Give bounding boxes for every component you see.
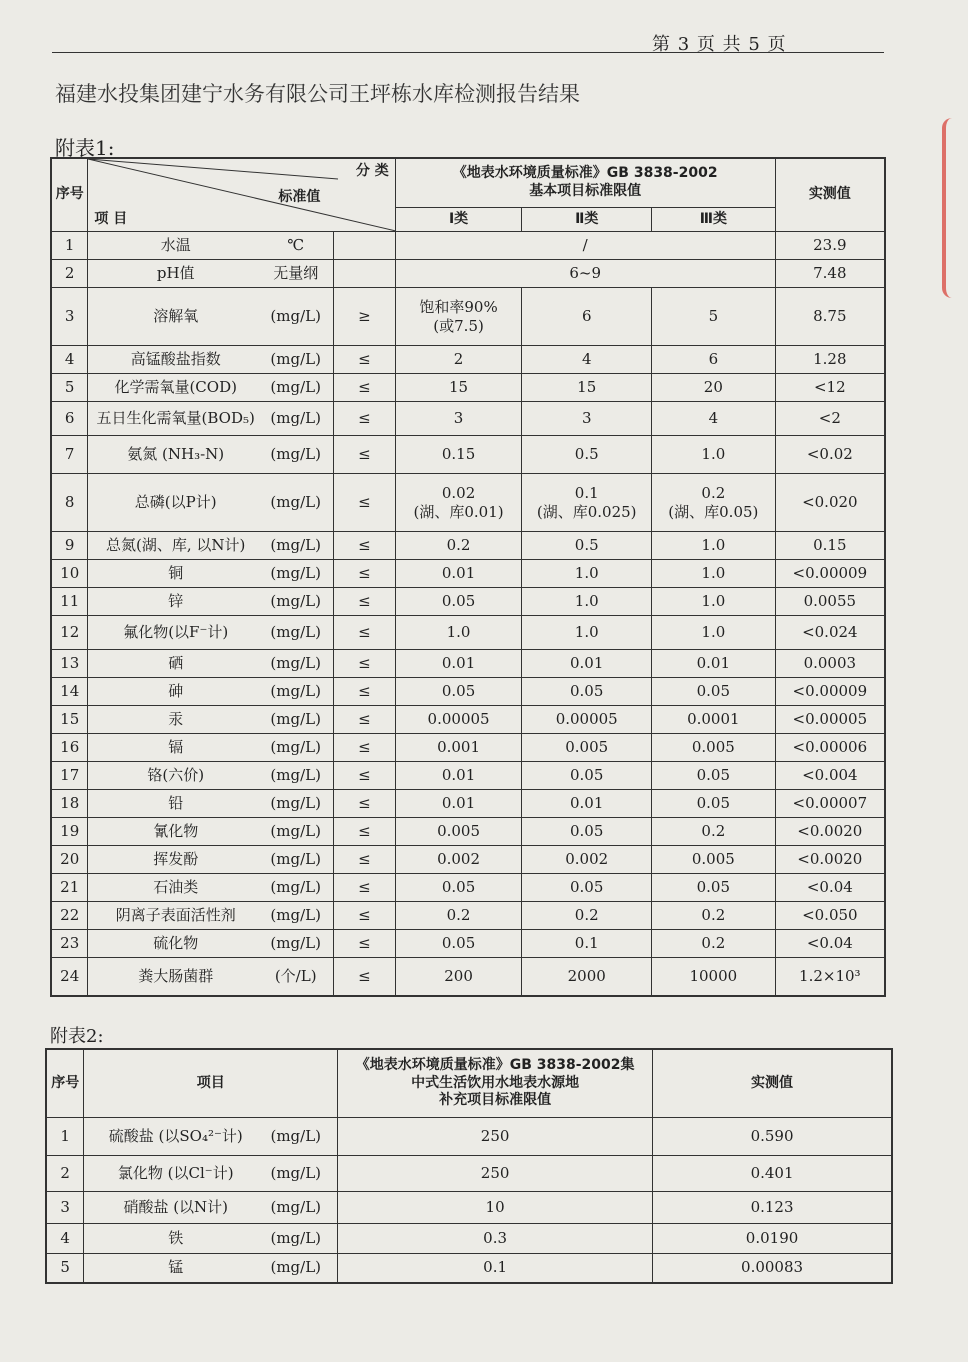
class3-limit: 0.01 <box>652 650 776 678</box>
measured-value: 0.15 <box>775 532 885 560</box>
class2-limit: 3 <box>522 402 652 436</box>
comparison-symbol: ≤ <box>334 402 396 436</box>
item-cell <box>84 1117 338 1155</box>
item-unit: (mg/L) <box>270 822 321 841</box>
measured-value: <0.00009 <box>775 678 885 706</box>
item-cell <box>88 650 334 678</box>
row-number: 4 <box>46 1223 84 1253</box>
row-number: 5 <box>51 374 88 402</box>
item-name: 粪大肠菌群 <box>138 966 214 985</box>
table-row <box>51 874 885 902</box>
item-cell <box>88 762 334 790</box>
class2-limit: 2000 <box>522 958 652 996</box>
item-cell <box>88 790 334 818</box>
row-number: 23 <box>51 930 88 958</box>
item-unit: (mg/L) <box>270 1163 322 1182</box>
item-unit: (mg/L) <box>270 1228 322 1247</box>
comparison-symbol: ≤ <box>334 874 396 902</box>
class2-limit: 0.1 <box>522 930 652 958</box>
item-name: 铁 <box>168 1228 184 1247</box>
class1-limit: 0.2 <box>395 902 522 930</box>
item-name: 化学需氧量(COD) <box>114 378 237 397</box>
class1-limit: 0.15 <box>395 436 522 474</box>
class1-limit: 2 <box>395 346 522 374</box>
table2-label: 附表2: <box>50 1026 104 1047</box>
row-number: 16 <box>51 734 88 762</box>
item-cell <box>88 374 334 402</box>
class1-limit: 0.02 (湖、库0.01) <box>395 474 522 532</box>
row-number: 13 <box>51 650 88 678</box>
item-name: 溶解氧 <box>153 307 199 326</box>
class3-limit: 0.2 <box>652 930 776 958</box>
class3-limit: 0.2 <box>652 818 776 846</box>
class3-limit: 0.05 <box>652 678 776 706</box>
class2-limit: 0.01 <box>522 790 652 818</box>
measured-value: <0.02 <box>775 436 885 474</box>
measured-value: <0.050 <box>775 902 885 930</box>
class1-limit: 0.2 <box>395 532 522 560</box>
measured-value: <0.0020 <box>775 846 885 874</box>
class2-limit: 0.00005 <box>522 706 652 734</box>
table-row <box>51 436 885 474</box>
class2-limit: 1.0 <box>522 560 652 588</box>
table-row <box>51 846 885 874</box>
class3-limit: 1.0 <box>652 436 776 474</box>
class1-limit: 饱和率90% (或7.5) <box>395 288 522 346</box>
class3-limit: 20 <box>652 374 776 402</box>
measured-value: <2 <box>775 402 885 436</box>
item-name: 铅 <box>168 794 184 813</box>
table-row <box>51 650 885 678</box>
table-row <box>46 1155 892 1191</box>
class1-limit: 0.01 <box>395 650 522 678</box>
item-name: 铜 <box>168 564 184 583</box>
row-number: 11 <box>51 588 88 616</box>
t2-header-standard: 《地表水环境质量标准》GB 3838-2002集 中式生活饮用水地表水源地 补充项目标准限值 <box>338 1049 653 1117</box>
table-row <box>51 346 885 374</box>
class2-limit: 4 <box>522 346 652 374</box>
table-row <box>51 232 885 260</box>
item-name: 氯化物 (以Cl⁻计) <box>117 1163 234 1182</box>
item-cell <box>88 902 334 930</box>
table-row <box>46 1191 892 1223</box>
measured-value: 0.0190 <box>653 1223 892 1253</box>
row-number: 17 <box>51 762 88 790</box>
row-number: 1 <box>46 1117 84 1155</box>
item-name: 总氮(湖、库, 以N计) <box>106 536 246 555</box>
table-row <box>51 930 885 958</box>
row-number: 18 <box>51 790 88 818</box>
item-cell <box>88 616 334 650</box>
class2-limit: 0.01 <box>522 650 652 678</box>
table-row <box>51 560 885 588</box>
class2-limit: 0.05 <box>522 818 652 846</box>
item-cell <box>88 260 334 288</box>
measured-value: 0.401 <box>653 1155 892 1191</box>
header-seq: 序号 <box>51 158 88 232</box>
table-row <box>51 588 885 616</box>
header-item: 项 目 <box>94 211 128 227</box>
class3-limit: 0.0001 <box>652 706 776 734</box>
table-row <box>51 374 885 402</box>
row-number: 8 <box>51 474 88 532</box>
t2-header-measured: 实测值 <box>653 1049 892 1117</box>
item-unit: (mg/L) <box>270 307 321 326</box>
item-unit: (mg/L) <box>270 1197 322 1216</box>
measured-value: 1.2×10³ <box>775 958 885 996</box>
item-unit: 无量纲 <box>273 264 319 283</box>
class3-limit: 6 <box>652 346 776 374</box>
class1-limit: 0.05 <box>395 930 522 958</box>
measured-value: <12 <box>775 374 885 402</box>
class2-limit: 15 <box>522 374 652 402</box>
class1-limit: 0.001 <box>395 734 522 762</box>
class1-limit: 1.0 <box>395 616 522 650</box>
comparison-symbol: ≤ <box>334 560 396 588</box>
class1-limit: 15 <box>395 374 522 402</box>
class3-limit: 0.2 (湖、库0.05) <box>652 474 776 532</box>
table-row <box>51 762 885 790</box>
class1-limit: 0.005 <box>395 818 522 846</box>
item-name: pH值 <box>156 264 195 283</box>
row-number: 7 <box>51 436 88 474</box>
class2-limit: 0.2 <box>522 902 652 930</box>
header-class1: Ⅰ类 <box>395 207 522 232</box>
comparison-symbol: ≤ <box>334 436 396 474</box>
item-name: 硝酸盐 (以N计) <box>123 1197 229 1216</box>
class3-limit: 1.0 <box>652 532 776 560</box>
comparison-symbol: ≤ <box>334 734 396 762</box>
item-unit: (mg/L) <box>270 794 321 813</box>
comparison-symbol: ≤ <box>334 902 396 930</box>
class2-limit: 0.05 <box>522 762 652 790</box>
measured-value: 0.0003 <box>775 650 885 678</box>
measured-value: <0.0020 <box>775 818 885 846</box>
item-cell <box>88 288 334 346</box>
standard-limit: 250 <box>338 1155 653 1191</box>
item-name: 总磷(以P计) <box>134 493 217 512</box>
row-number: 4 <box>51 346 88 374</box>
table-row <box>51 958 885 996</box>
class2-limit: 6 <box>522 288 652 346</box>
table-row <box>51 706 885 734</box>
header-measured: 实测值 <box>775 158 885 232</box>
table2-body <box>46 1117 892 1283</box>
red-stamp-edge <box>942 118 968 298</box>
row-number: 9 <box>51 532 88 560</box>
item-name: 铬(六价) <box>147 766 205 785</box>
item-unit: (mg/L) <box>270 1258 322 1277</box>
comparison-symbol: ≤ <box>334 474 396 532</box>
measured-value: 1.28 <box>775 346 885 374</box>
measured-value: 7.48 <box>775 260 885 288</box>
row-number: 22 <box>51 902 88 930</box>
item-unit: (mg/L) <box>270 766 321 785</box>
comparison-symbol: ≤ <box>334 790 396 818</box>
row-number: 1 <box>51 232 88 260</box>
measured-value: 0.590 <box>653 1117 892 1155</box>
table-row <box>51 678 885 706</box>
row-number: 6 <box>51 402 88 436</box>
item-name: 氰化物 <box>153 822 199 841</box>
measured-value: <0.024 <box>775 616 885 650</box>
item-unit: (mg/L) <box>270 934 321 953</box>
class3-limit: 0.05 <box>652 762 776 790</box>
comparison-symbol: ≤ <box>334 616 396 650</box>
row-number: 12 <box>51 616 88 650</box>
measured-value: <0.00009 <box>775 560 885 588</box>
comparison-symbol: ≤ <box>334 678 396 706</box>
header-category: 分 类 <box>355 163 389 179</box>
item-name: 石油类 <box>153 878 199 897</box>
measured-value: 8.75 <box>775 288 885 346</box>
header-standard-value: 标准值 <box>278 189 321 205</box>
class1-limit: 0.01 <box>395 790 522 818</box>
item-unit: (mg/L) <box>270 878 321 897</box>
item-cell <box>84 1223 338 1253</box>
table-row <box>51 532 885 560</box>
class1-limit: 0.00005 <box>395 706 522 734</box>
report-title: 福建水投集团建宁水务有限公司王坪栋水库检测报告结果 <box>55 82 580 106</box>
standard-limit: 10 <box>338 1191 653 1223</box>
item-cell <box>88 874 334 902</box>
class1-limit: 0.05 <box>395 588 522 616</box>
comparison-symbol: ≤ <box>334 958 396 996</box>
item-name: 氨氮 (NH₃-N) <box>127 445 225 464</box>
item-cell <box>88 588 334 616</box>
item-name: 氟化物(以F⁻计) <box>123 623 229 642</box>
class1-limit: 0.002 <box>395 846 522 874</box>
class1-limit: 3 <box>395 402 522 436</box>
table-row <box>46 1253 892 1283</box>
item-cell <box>88 474 334 532</box>
t2-header-item: 项目 <box>84 1049 338 1117</box>
item-unit: ℃ <box>287 236 305 255</box>
row-number: 3 <box>51 288 88 346</box>
item-cell <box>88 734 334 762</box>
item-cell <box>88 560 334 588</box>
header-diagonal-cell <box>88 158 395 232</box>
measured-value: 0.00083 <box>653 1253 892 1283</box>
item-name: 五日生化需氧量(BOD₅) <box>96 409 255 428</box>
table-row <box>51 902 885 930</box>
item-unit: (mg/L) <box>270 738 321 757</box>
item-unit: (mg/L) <box>270 1126 322 1145</box>
table-row <box>51 402 885 436</box>
item-cell <box>88 346 334 374</box>
comparison-symbol: ≤ <box>334 588 396 616</box>
item-name: 阴离子表面活性剂 <box>115 906 236 925</box>
item-cell <box>88 532 334 560</box>
item-cell <box>84 1155 338 1191</box>
item-unit: (mg/L) <box>270 409 321 428</box>
class2-limit: 0.05 <box>522 678 652 706</box>
item-name: 砷 <box>168 682 184 701</box>
item-unit: (mg/L) <box>270 378 321 397</box>
class3-limit: 1.0 <box>652 560 776 588</box>
standard-limit-merged: 6~9 <box>395 260 775 288</box>
table-row <box>46 1117 892 1155</box>
item-name: 挥发酚 <box>153 850 199 869</box>
class2-limit: 0.05 <box>522 874 652 902</box>
item-cell <box>88 818 334 846</box>
comparison-symbol: ≤ <box>334 650 396 678</box>
row-number: 20 <box>51 846 88 874</box>
item-cell <box>88 706 334 734</box>
item-name: 高锰酸盐指数 <box>130 350 221 369</box>
item-unit: (mg/L) <box>270 350 321 369</box>
comparison-symbol: ≤ <box>334 930 396 958</box>
class2-limit: 1.0 <box>522 616 652 650</box>
class3-limit: 1.0 <box>652 616 776 650</box>
row-number: 24 <box>51 958 88 996</box>
measured-value: 0.123 <box>653 1191 892 1223</box>
class1-limit: 0.05 <box>395 874 522 902</box>
measured-value: <0.00007 <box>775 790 885 818</box>
standard-limit: 0.3 <box>338 1223 653 1253</box>
header-rule <box>52 52 884 53</box>
class3-limit: 0.2 <box>652 902 776 930</box>
class3-limit: 4 <box>652 402 776 436</box>
basic-items-table <box>50 157 886 997</box>
measured-value: <0.00006 <box>775 734 885 762</box>
measured-value: 23.9 <box>775 232 885 260</box>
item-unit: (mg/L) <box>270 654 321 673</box>
header-class2: Ⅱ类 <box>522 207 652 232</box>
comparison-symbol: ≤ <box>334 706 396 734</box>
measured-value: <0.004 <box>775 762 885 790</box>
item-name: 硫化物 <box>153 934 199 953</box>
measured-value: 0.0055 <box>775 588 885 616</box>
table-row <box>51 616 885 650</box>
header-standard: 《地表水环境质量标准》GB 3838-2002 基本项目标准限值 <box>395 158 775 207</box>
class3-limit: 0.05 <box>652 874 776 902</box>
header-class3: Ⅲ类 <box>652 207 776 232</box>
item-unit: (mg/L) <box>270 493 321 512</box>
comparison-symbol <box>334 260 396 288</box>
item-unit: (mg/L) <box>270 623 321 642</box>
class2-limit: 0.5 <box>522 436 652 474</box>
item-cell <box>88 930 334 958</box>
item-cell <box>88 958 334 996</box>
measured-value: <0.04 <box>775 874 885 902</box>
comparison-symbol: ≤ <box>334 762 396 790</box>
table-row <box>46 1223 892 1253</box>
item-cell <box>88 232 334 260</box>
item-cell <box>88 846 334 874</box>
item-name: 水温 <box>160 236 191 255</box>
standard-limit: 0.1 <box>338 1253 653 1283</box>
class2-limit: 0.002 <box>522 846 652 874</box>
row-number: 14 <box>51 678 88 706</box>
item-name: 镉 <box>168 738 184 757</box>
item-unit: (mg/L) <box>270 906 321 925</box>
measured-value: <0.04 <box>775 930 885 958</box>
item-cell <box>84 1253 338 1283</box>
class3-limit: 0.005 <box>652 734 776 762</box>
comparison-symbol: ≤ <box>334 374 396 402</box>
row-number: 5 <box>46 1253 84 1283</box>
table1-label: 附表1: <box>55 136 115 160</box>
table-row <box>51 288 885 346</box>
table1-body <box>51 232 885 996</box>
class2-limit: 1.0 <box>522 588 652 616</box>
row-number: 3 <box>46 1191 84 1223</box>
supplementary-items-table <box>45 1048 893 1284</box>
table-row <box>51 474 885 532</box>
item-unit: (mg/L) <box>270 710 321 729</box>
row-number: 21 <box>51 874 88 902</box>
item-unit: (mg/L) <box>270 445 321 464</box>
class3-limit: 0.005 <box>652 846 776 874</box>
table-row <box>51 260 885 288</box>
class1-limit: 0.05 <box>395 678 522 706</box>
diagonal-lines <box>88 159 396 231</box>
standard-limit-merged: / <box>395 232 775 260</box>
table-row <box>51 818 885 846</box>
item-name: 汞 <box>168 710 184 729</box>
row-number: 15 <box>51 706 88 734</box>
item-name: 锰 <box>168 1258 184 1277</box>
row-number: 2 <box>46 1155 84 1191</box>
class2-limit: 0.1 (湖、库0.025) <box>522 474 652 532</box>
item-unit: (mg/L) <box>270 592 321 611</box>
item-unit: (mg/L) <box>270 682 321 701</box>
row-number: 2 <box>51 260 88 288</box>
comparison-symbol: ≤ <box>334 532 396 560</box>
measured-value: <0.020 <box>775 474 885 532</box>
page-number: 第 3 页 共 5 页 <box>652 34 787 55</box>
table-row <box>51 790 885 818</box>
class2-limit: 0.5 <box>522 532 652 560</box>
class3-limit: 1.0 <box>652 588 776 616</box>
item-name: 锌 <box>168 592 184 611</box>
item-unit: (mg/L) <box>270 536 321 555</box>
measured-value: <0.00005 <box>775 706 885 734</box>
comparison-symbol: ≤ <box>334 346 396 374</box>
item-unit: (个/L) <box>274 966 317 985</box>
item-name: 硫酸盐 (以SO₄²⁻计) <box>108 1126 243 1145</box>
class3-limit: 0.05 <box>652 790 776 818</box>
standard-limit: 250 <box>338 1117 653 1155</box>
t2-header-seq: 序号 <box>46 1049 84 1117</box>
item-name: 硒 <box>168 654 184 673</box>
item-unit: (mg/L) <box>270 850 321 869</box>
class3-limit: 10000 <box>652 958 776 996</box>
class1-limit: 0.01 <box>395 762 522 790</box>
item-cell <box>88 678 334 706</box>
comparison-symbol: ≤ <box>334 846 396 874</box>
class3-limit: 5 <box>652 288 776 346</box>
item-cell <box>88 402 334 436</box>
item-cell <box>84 1191 338 1223</box>
item-cell <box>88 436 334 474</box>
class1-limit: 200 <box>395 958 522 996</box>
row-number: 19 <box>51 818 88 846</box>
comparison-symbol: ≥ <box>334 288 396 346</box>
row-number: 10 <box>51 560 88 588</box>
table-row <box>51 734 885 762</box>
comparison-symbol <box>334 232 396 260</box>
class1-limit: 0.01 <box>395 560 522 588</box>
comparison-symbol: ≤ <box>334 818 396 846</box>
item-unit: (mg/L) <box>270 564 321 583</box>
class2-limit: 0.005 <box>522 734 652 762</box>
